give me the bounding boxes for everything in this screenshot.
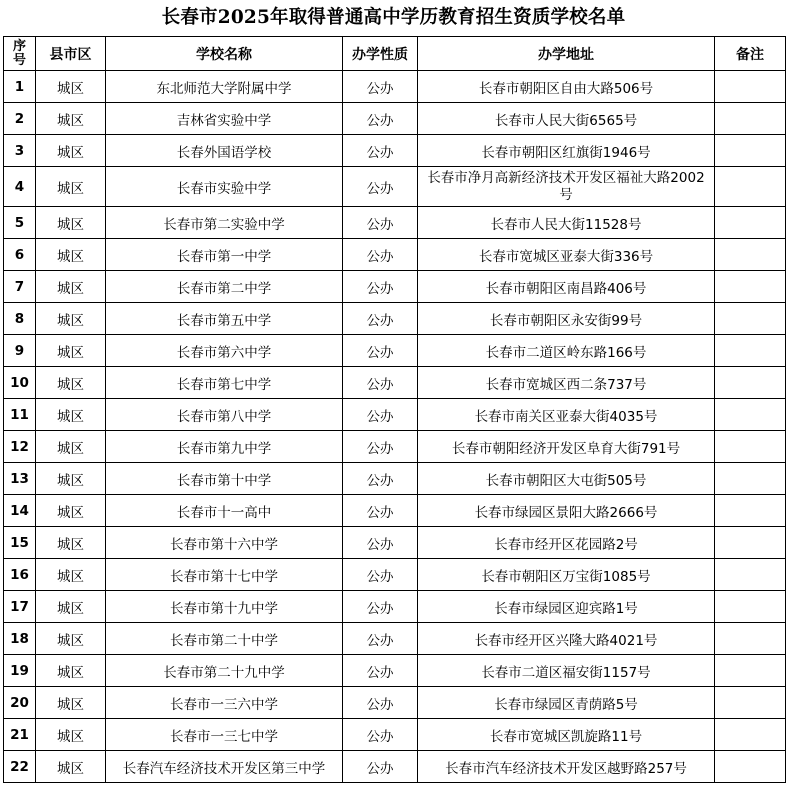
page-title: 长春市2025年取得普通高中学历教育招生资质学校名单 bbox=[161, 7, 626, 28]
cell-nature: 公办 bbox=[343, 431, 418, 463]
cell-address: 长春市人民大街6565号 bbox=[418, 103, 715, 135]
cell-remarks bbox=[715, 463, 786, 495]
cell-school-name: 长春市第二十九中学 bbox=[106, 655, 343, 687]
cell-school-name: 长春市第十九中学 bbox=[106, 591, 343, 623]
cell-nature: 公办 bbox=[343, 167, 418, 207]
header-address: 办学地址 bbox=[418, 37, 715, 71]
cell-index: 14 bbox=[4, 495, 36, 527]
table-row bbox=[4, 559, 786, 591]
cell-index: 9 bbox=[4, 335, 36, 367]
cell-remarks bbox=[715, 303, 786, 335]
cell-nature: 公办 bbox=[343, 655, 418, 687]
cell-nature: 公办 bbox=[343, 463, 418, 495]
cell-district: 城区 bbox=[36, 271, 106, 303]
cell-school-name: 长春市第十中学 bbox=[106, 463, 343, 495]
cell-nature: 公办 bbox=[343, 335, 418, 367]
cell-district: 城区 bbox=[36, 103, 106, 135]
cell-address: 长春市绿园区景阳大路2666号 bbox=[418, 495, 715, 527]
cell-remarks bbox=[715, 655, 786, 687]
cell-address: 长春市朝阳区红旗街1946号 bbox=[418, 135, 715, 167]
cell-remarks bbox=[715, 135, 786, 167]
cell-remarks bbox=[715, 591, 786, 623]
cell-remarks bbox=[715, 271, 786, 303]
table-row bbox=[4, 335, 786, 367]
table-row bbox=[4, 687, 786, 719]
header-remarks: 备注 bbox=[715, 37, 786, 71]
cell-address: 长春市朝阳经济开发区阜育大街791号 bbox=[418, 431, 715, 463]
cell-district: 城区 bbox=[36, 719, 106, 751]
cell-address: 长春市汽车经济技术开发区越野路257号 bbox=[418, 751, 715, 783]
cell-address: 长春市宽城区亚泰大街336号 bbox=[418, 239, 715, 271]
cell-index: 12 bbox=[4, 431, 36, 463]
cell-nature: 公办 bbox=[343, 495, 418, 527]
cell-address: 长春市二道区福安街1157号 bbox=[418, 655, 715, 687]
table-row bbox=[4, 591, 786, 623]
school-list-table bbox=[3, 36, 786, 783]
cell-school-name: 吉林省实验中学 bbox=[106, 103, 343, 135]
cell-district: 城区 bbox=[36, 335, 106, 367]
table-row bbox=[4, 495, 786, 527]
cell-address: 长春市朝阳区永安街99号 bbox=[418, 303, 715, 335]
cell-district: 城区 bbox=[36, 167, 106, 207]
cell-nature: 公办 bbox=[343, 207, 418, 239]
table-row bbox=[4, 239, 786, 271]
cell-district: 城区 bbox=[36, 463, 106, 495]
cell-remarks bbox=[715, 623, 786, 655]
cell-school-name: 长春市第一中学 bbox=[106, 239, 343, 271]
cell-address: 长春市经开区兴隆大路4021号 bbox=[418, 623, 715, 655]
cell-index: 8 bbox=[4, 303, 36, 335]
header-school-name: 学校名称 bbox=[106, 37, 343, 71]
cell-district: 城区 bbox=[36, 527, 106, 559]
cell-school-name: 长春市第八中学 bbox=[106, 399, 343, 431]
cell-index: 18 bbox=[4, 623, 36, 655]
cell-remarks bbox=[715, 71, 786, 103]
cell-district: 城区 bbox=[36, 71, 106, 103]
cell-school-name: 长春市第十六中学 bbox=[106, 527, 343, 559]
cell-address: 长春市朝阳区大屯街505号 bbox=[418, 463, 715, 495]
cell-district: 城区 bbox=[36, 399, 106, 431]
cell-school-name: 长春汽车经济技术开发区第三中学 bbox=[106, 751, 343, 783]
cell-school-name: 长春市第二中学 bbox=[106, 271, 343, 303]
cell-remarks bbox=[715, 239, 786, 271]
table-row bbox=[4, 527, 786, 559]
table-row bbox=[4, 367, 786, 399]
cell-remarks bbox=[715, 207, 786, 239]
cell-school-name: 长春市第六中学 bbox=[106, 335, 343, 367]
cell-index: 16 bbox=[4, 559, 36, 591]
cell-address: 长春市人民大街11528号 bbox=[418, 207, 715, 239]
cell-nature: 公办 bbox=[343, 687, 418, 719]
cell-nature: 公办 bbox=[343, 367, 418, 399]
cell-school-name: 长春市第五中学 bbox=[106, 303, 343, 335]
cell-address: 长春市净月高新经济技术开发区福祉大路2002号 bbox=[418, 167, 715, 207]
table-row bbox=[4, 655, 786, 687]
cell-remarks bbox=[715, 103, 786, 135]
cell-nature: 公办 bbox=[343, 103, 418, 135]
table-row bbox=[4, 71, 786, 103]
cell-index: 13 bbox=[4, 463, 36, 495]
cell-district: 城区 bbox=[36, 495, 106, 527]
cell-school-name: 长春市第十七中学 bbox=[106, 559, 343, 591]
cell-address: 长春市南关区亚泰大街4035号 bbox=[418, 399, 715, 431]
cell-remarks bbox=[715, 431, 786, 463]
cell-nature: 公办 bbox=[343, 271, 418, 303]
cell-district: 城区 bbox=[36, 559, 106, 591]
cell-district: 城区 bbox=[36, 135, 106, 167]
table-body bbox=[4, 71, 786, 783]
cell-index: 21 bbox=[4, 719, 36, 751]
cell-district: 城区 bbox=[36, 239, 106, 271]
cell-address: 长春市经开区花园路2号 bbox=[418, 527, 715, 559]
cell-index: 1 bbox=[4, 71, 36, 103]
cell-address: 长春市绿园区青荫路5号 bbox=[418, 687, 715, 719]
cell-school-name: 长春市十一高中 bbox=[106, 495, 343, 527]
cell-district: 城区 bbox=[36, 207, 106, 239]
cell-nature: 公办 bbox=[343, 71, 418, 103]
cell-nature: 公办 bbox=[343, 527, 418, 559]
cell-index: 10 bbox=[4, 367, 36, 399]
cell-school-name: 长春市一三七中学 bbox=[106, 719, 343, 751]
cell-nature: 公办 bbox=[343, 591, 418, 623]
cell-district: 城区 bbox=[36, 623, 106, 655]
cell-district: 城区 bbox=[36, 431, 106, 463]
cell-school-name: 长春市第九中学 bbox=[106, 431, 343, 463]
cell-address: 长春市宽城区凯旋路11号 bbox=[418, 719, 715, 751]
cell-nature: 公办 bbox=[343, 135, 418, 167]
cell-school-name: 东北师范大学附属中学 bbox=[106, 71, 343, 103]
cell-address: 长春市二道区岭东路166号 bbox=[418, 335, 715, 367]
cell-district: 城区 bbox=[36, 687, 106, 719]
cell-index: 15 bbox=[4, 527, 36, 559]
cell-index: 6 bbox=[4, 239, 36, 271]
cell-index: 17 bbox=[4, 591, 36, 623]
cell-school-name: 长春市第二十中学 bbox=[106, 623, 343, 655]
cell-nature: 公办 bbox=[343, 751, 418, 783]
table-row bbox=[4, 623, 786, 655]
cell-address: 长春市朝阳区自由大路506号 bbox=[418, 71, 715, 103]
table-row bbox=[4, 271, 786, 303]
cell-nature: 公办 bbox=[343, 239, 418, 271]
table-row bbox=[4, 103, 786, 135]
cell-remarks bbox=[715, 527, 786, 559]
table-row bbox=[4, 463, 786, 495]
cell-school-name: 长春市第七中学 bbox=[106, 367, 343, 399]
cell-index: 20 bbox=[4, 687, 36, 719]
table-row bbox=[4, 135, 786, 167]
cell-remarks bbox=[715, 751, 786, 783]
cell-remarks bbox=[715, 335, 786, 367]
table-row bbox=[4, 207, 786, 239]
cell-district: 城区 bbox=[36, 751, 106, 783]
cell-nature: 公办 bbox=[343, 303, 418, 335]
cell-remarks bbox=[715, 559, 786, 591]
cell-address: 长春市绿园区迎宾路1号 bbox=[418, 591, 715, 623]
cell-remarks bbox=[715, 399, 786, 431]
table-row bbox=[4, 719, 786, 751]
cell-index: 5 bbox=[4, 207, 36, 239]
cell-index: 7 bbox=[4, 271, 36, 303]
header-index: 序 号 bbox=[4, 37, 36, 71]
cell-nature: 公办 bbox=[343, 399, 418, 431]
header-nature: 办学性质 bbox=[343, 37, 418, 71]
table-row bbox=[4, 399, 786, 431]
cell-remarks bbox=[715, 367, 786, 399]
cell-district: 城区 bbox=[36, 367, 106, 399]
table-row bbox=[4, 431, 786, 463]
cell-remarks bbox=[715, 687, 786, 719]
cell-school-name: 长春市一三六中学 bbox=[106, 687, 343, 719]
cell-district: 城区 bbox=[36, 591, 106, 623]
table-row bbox=[4, 167, 786, 207]
cell-nature: 公办 bbox=[343, 623, 418, 655]
cell-school-name: 长春市实验中学 bbox=[106, 167, 343, 207]
cell-remarks bbox=[715, 495, 786, 527]
cell-index: 4 bbox=[4, 167, 36, 207]
cell-school-name: 长春外国语学校 bbox=[106, 135, 343, 167]
cell-address: 长春市朝阳区万宝街1085号 bbox=[418, 559, 715, 591]
cell-remarks bbox=[715, 167, 786, 207]
cell-index: 2 bbox=[4, 103, 36, 135]
cell-nature: 公办 bbox=[343, 719, 418, 751]
cell-district: 城区 bbox=[36, 303, 106, 335]
cell-remarks bbox=[715, 719, 786, 751]
cell-index: 22 bbox=[4, 751, 36, 783]
table-row bbox=[4, 751, 786, 783]
cell-address: 长春市朝阳区南昌路406号 bbox=[418, 271, 715, 303]
cell-index: 11 bbox=[4, 399, 36, 431]
cell-address: 长春市宽城区西二条737号 bbox=[418, 367, 715, 399]
table-row bbox=[4, 303, 786, 335]
cell-index: 3 bbox=[4, 135, 36, 167]
cell-index: 19 bbox=[4, 655, 36, 687]
cell-school-name: 长春市第二实验中学 bbox=[106, 207, 343, 239]
cell-nature: 公办 bbox=[343, 559, 418, 591]
cell-district: 城区 bbox=[36, 655, 106, 687]
header-district: 县市区 bbox=[36, 37, 106, 71]
table-header-row bbox=[4, 37, 786, 71]
